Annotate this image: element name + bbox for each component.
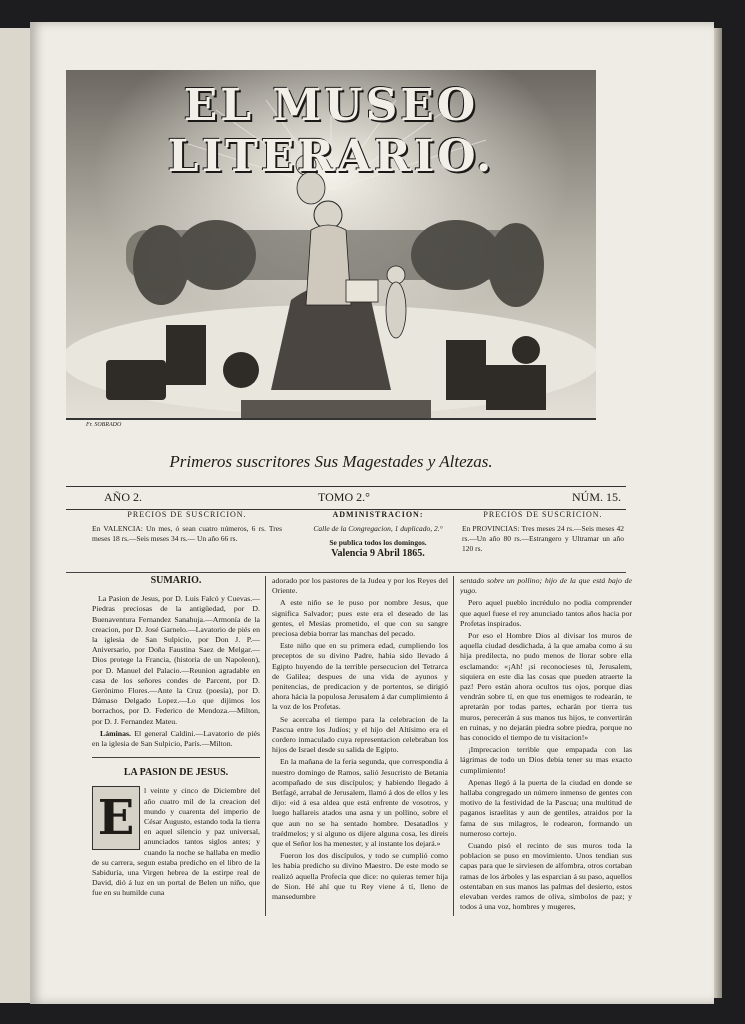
administration-box xyxy=(294,510,462,548)
issue-number: NÚM. 15. xyxy=(572,490,622,504)
column-2 xyxy=(272,576,448,916)
col2-para-4: Se acercaba el tiempo para la celebracion de la Pascua entre los Judíos; y el hijo del Altísimo era el cordero inmaculado cuya representacion celebraban los hijos de Israel desde su salida de Egipto. xyxy=(272,714,448,755)
article-heading: LA PASION DE JESUS. xyxy=(123,767,229,779)
col2-para-2: A este niño se le puso por nombre Jesus, que significa Salvador; pues este era el deseado de las gentes, el Mesías prometido, el que con su sangre preciosa debia borrar las manchas del pecado. xyxy=(272,598,448,639)
page-stack-edge xyxy=(714,28,722,998)
col3-para-2: Pero aquel pueblo incrédulo no podia comprender que aquel fuese el rey anunciado tantos años hacia por Profetas inspirados. xyxy=(460,598,632,628)
col2-para-1: adorado por los pastores de la Judea y por los Reyes del Oriente. xyxy=(272,576,448,596)
article-col1-text: l veinte y cinco de Diciembre del año cuatro mil de la creacion del mundo y cuarenta del imperio de César Augusto, estando toda la tierra en aquel silencio y paz universal, anunciados tantos siglos antes; y cuando la noche se hallaba en medio de su carrera, segun estaba predicho en el libro de la Sabiduría, una Virgen hebrea de la estirpe real de David, dió á luz en un portal de Belen un niño, que fue en su humilde cuna xyxy=(92,786,260,898)
pricing-valencia-text: En VALENCIA: Un mes, ó sean cuatro números, 6 rs. Tres meses 18 rs.—Seis meses 34 rs.— Un año 66 rs. xyxy=(92,524,282,543)
issue-volume: TOMO 2.° xyxy=(318,490,370,504)
col3-para-6: Cuando pisó el recinto de sus muros toda la poblacion se puso en movimiento. Unos tendian sus capas para que le sirviesen de alfombra, otros cortaban ramas de los árboles y las esparcian á su paso, aquellos ostentaban en sus manos las palmas del desierto, estos elevaban verdes ramos de oliva, símbolos de paz; y todos á una voz, hombres y mugeres, xyxy=(460,841,632,912)
decorated-initial: E xyxy=(92,786,140,850)
col3-para-3: Por eso el Hombre Dios al divisar los muros de aquella ciudad desdichada, á la que amaba como á su hija predilecta, no pudo menos de llorar sobre ella esclamando: «¡Ah! ¡si reconocieses tú, Jerusalem, siquiera en este dia las cosas que pueden atraerte la paz! Pero están ahora ocultos tus ojos, porque dias vendrán sobre tí, en que tus enemigos te rodearán, te apretarán por todas partes, echarán por tierra tus muros, perecerán á sus manos tus hijos, te convertirán en ruinas, y no dejarán piedra sobre piedra, porque no has conocido el tiempo de tu visitacion!» xyxy=(460,631,632,743)
facing-page-edge xyxy=(0,28,31,1003)
engraver-signature: Fr. SOBRADO xyxy=(86,422,122,428)
issue-meta-row xyxy=(66,486,626,510)
col3-para-4: ¡Imprecacion terrible que empapada con las lágrimas de todo un Dios debia tener su mas exacto cumplimiento! xyxy=(460,745,632,775)
col2-para-6: Fueron los dos discípulos, y todo se cumplió como les habia predicho su divino Maestro. De este modo se realizó aquella Profecía que dice: no quieras temer hija de Sion. Hé ahí que tu Rey viene á tí, lleno de mansedumbre xyxy=(272,851,448,902)
pricing-provinces-heading: PRECIOS DE SUSCRICION. xyxy=(483,510,603,519)
pricing-valencia xyxy=(92,510,282,544)
header-divider xyxy=(66,572,626,573)
pricing-valencia-heading: PRECIOS DE SUSCRICION. xyxy=(127,510,247,519)
administration-heading: ADMINISTRACION: xyxy=(332,510,424,519)
summary-heading: SUMARIO. xyxy=(150,576,202,586)
column-rule-1 xyxy=(265,576,266,916)
pricing-provinces xyxy=(462,510,624,554)
column-3 xyxy=(460,576,632,916)
plates-text: El general Caldini.—Lavatorio de piés en la iglesia de San Sulpicio, París.—Milton. xyxy=(92,728,260,749)
plates-label: Láminas. xyxy=(100,728,131,738)
newspaper-title: EL MUSEO LITERARIO. xyxy=(167,80,495,182)
col2-para-3: Este niño que en su primera edad, cumpliendo los preceptos de su divino Padre, habia sido llevado á Egipto huyendo de la terrible persecucion del Tetrarca de Galilea; despues de una vida de ayunos y penitencias, de predicacion y de portentos, se dirigió ahora hácia la populosa Jerusalem á dar cumplimiento á la voz de los Profetas. xyxy=(272,641,448,712)
col3-para-1: sentado sobre un pollino; hijo de la que está bajo de yugo. xyxy=(460,576,632,596)
publication-frequency: Se publica todos los domingos. xyxy=(329,538,427,547)
summary-text: La Pasion de Jesus, por D. Luis Falcó y Cuevas.—Piedras preciosas de la antigüedad, por D. Buenaventura Fernandez Sanahuja.—Armonía de la creacion, por D. José Garnelo.—Lavatorio de piés en la iglesia de San Sulpicio, por Don J. P.—Aniversario, por Doña Faustina Saez de Melgar.—Dios protege la Francia, (historia de un Napoleon), por D. Manuel del Palacio.—Reunion agradable en casa de los señores condes de Parcent, por D. Gerónimo Flores.—Ante la Cruz (poesía), por D. Dámaso Delgado Lopez.—Lo que dijimos los borrachos, por D. Federico de Mendoza.—Milton, por D. J. Fernandez Mateu. xyxy=(92,594,260,726)
masthead-subtitle: Primeros suscritores Sus Magestades y Altezas. xyxy=(169,452,493,471)
pricing-provinces-text: En PROVINCIAS: Tres meses 24 rs.—Seis meses 42 rs.—Un año 80 rs.—Estrangero y Ultramar un año 120 rs. xyxy=(462,524,624,553)
masthead-engraving xyxy=(66,70,596,442)
col3-para-5: Apenas llegó á la puerta de la ciudad en donde se hallaba congregado un número inmenso de gentes con motivo de la festividad de la Pascua; una multitud de paganos israelitas y aun de gentiles, atraidos por la fama de sus milagros, le rodearon, formando un numeroso cortejo. xyxy=(460,777,632,838)
issue-year: AÑO 2. xyxy=(104,490,142,504)
summary-divider xyxy=(92,757,260,758)
column-rule-2 xyxy=(453,576,454,916)
column-1 xyxy=(92,576,260,916)
administration-address: Calle de la Congregacion, 1 duplicado, 2.° xyxy=(313,524,443,533)
col2-para-5: En la mañana de la feria segunda, que correspondia á nuestro domingo de Ramos, salió Jesucristo de Betania acompañado de sus discípulos; y habiendo llegado á Betfagé, arrabal de Jerusalem, llamó á dos de ellos y les dijo: «id á esa aldea que está enfrente de vosotros, y luego hallareis atados una asna y un pollino, sobre el que aun no se ha sentado hombre. Desatadlos y traédmelos; y si alguno os dijere alguna cosa, les direis que el Señor los ha menester, y al instante los dejará.» xyxy=(272,757,448,849)
issue-date: Valencia 9 Abril 1865. xyxy=(331,548,425,559)
